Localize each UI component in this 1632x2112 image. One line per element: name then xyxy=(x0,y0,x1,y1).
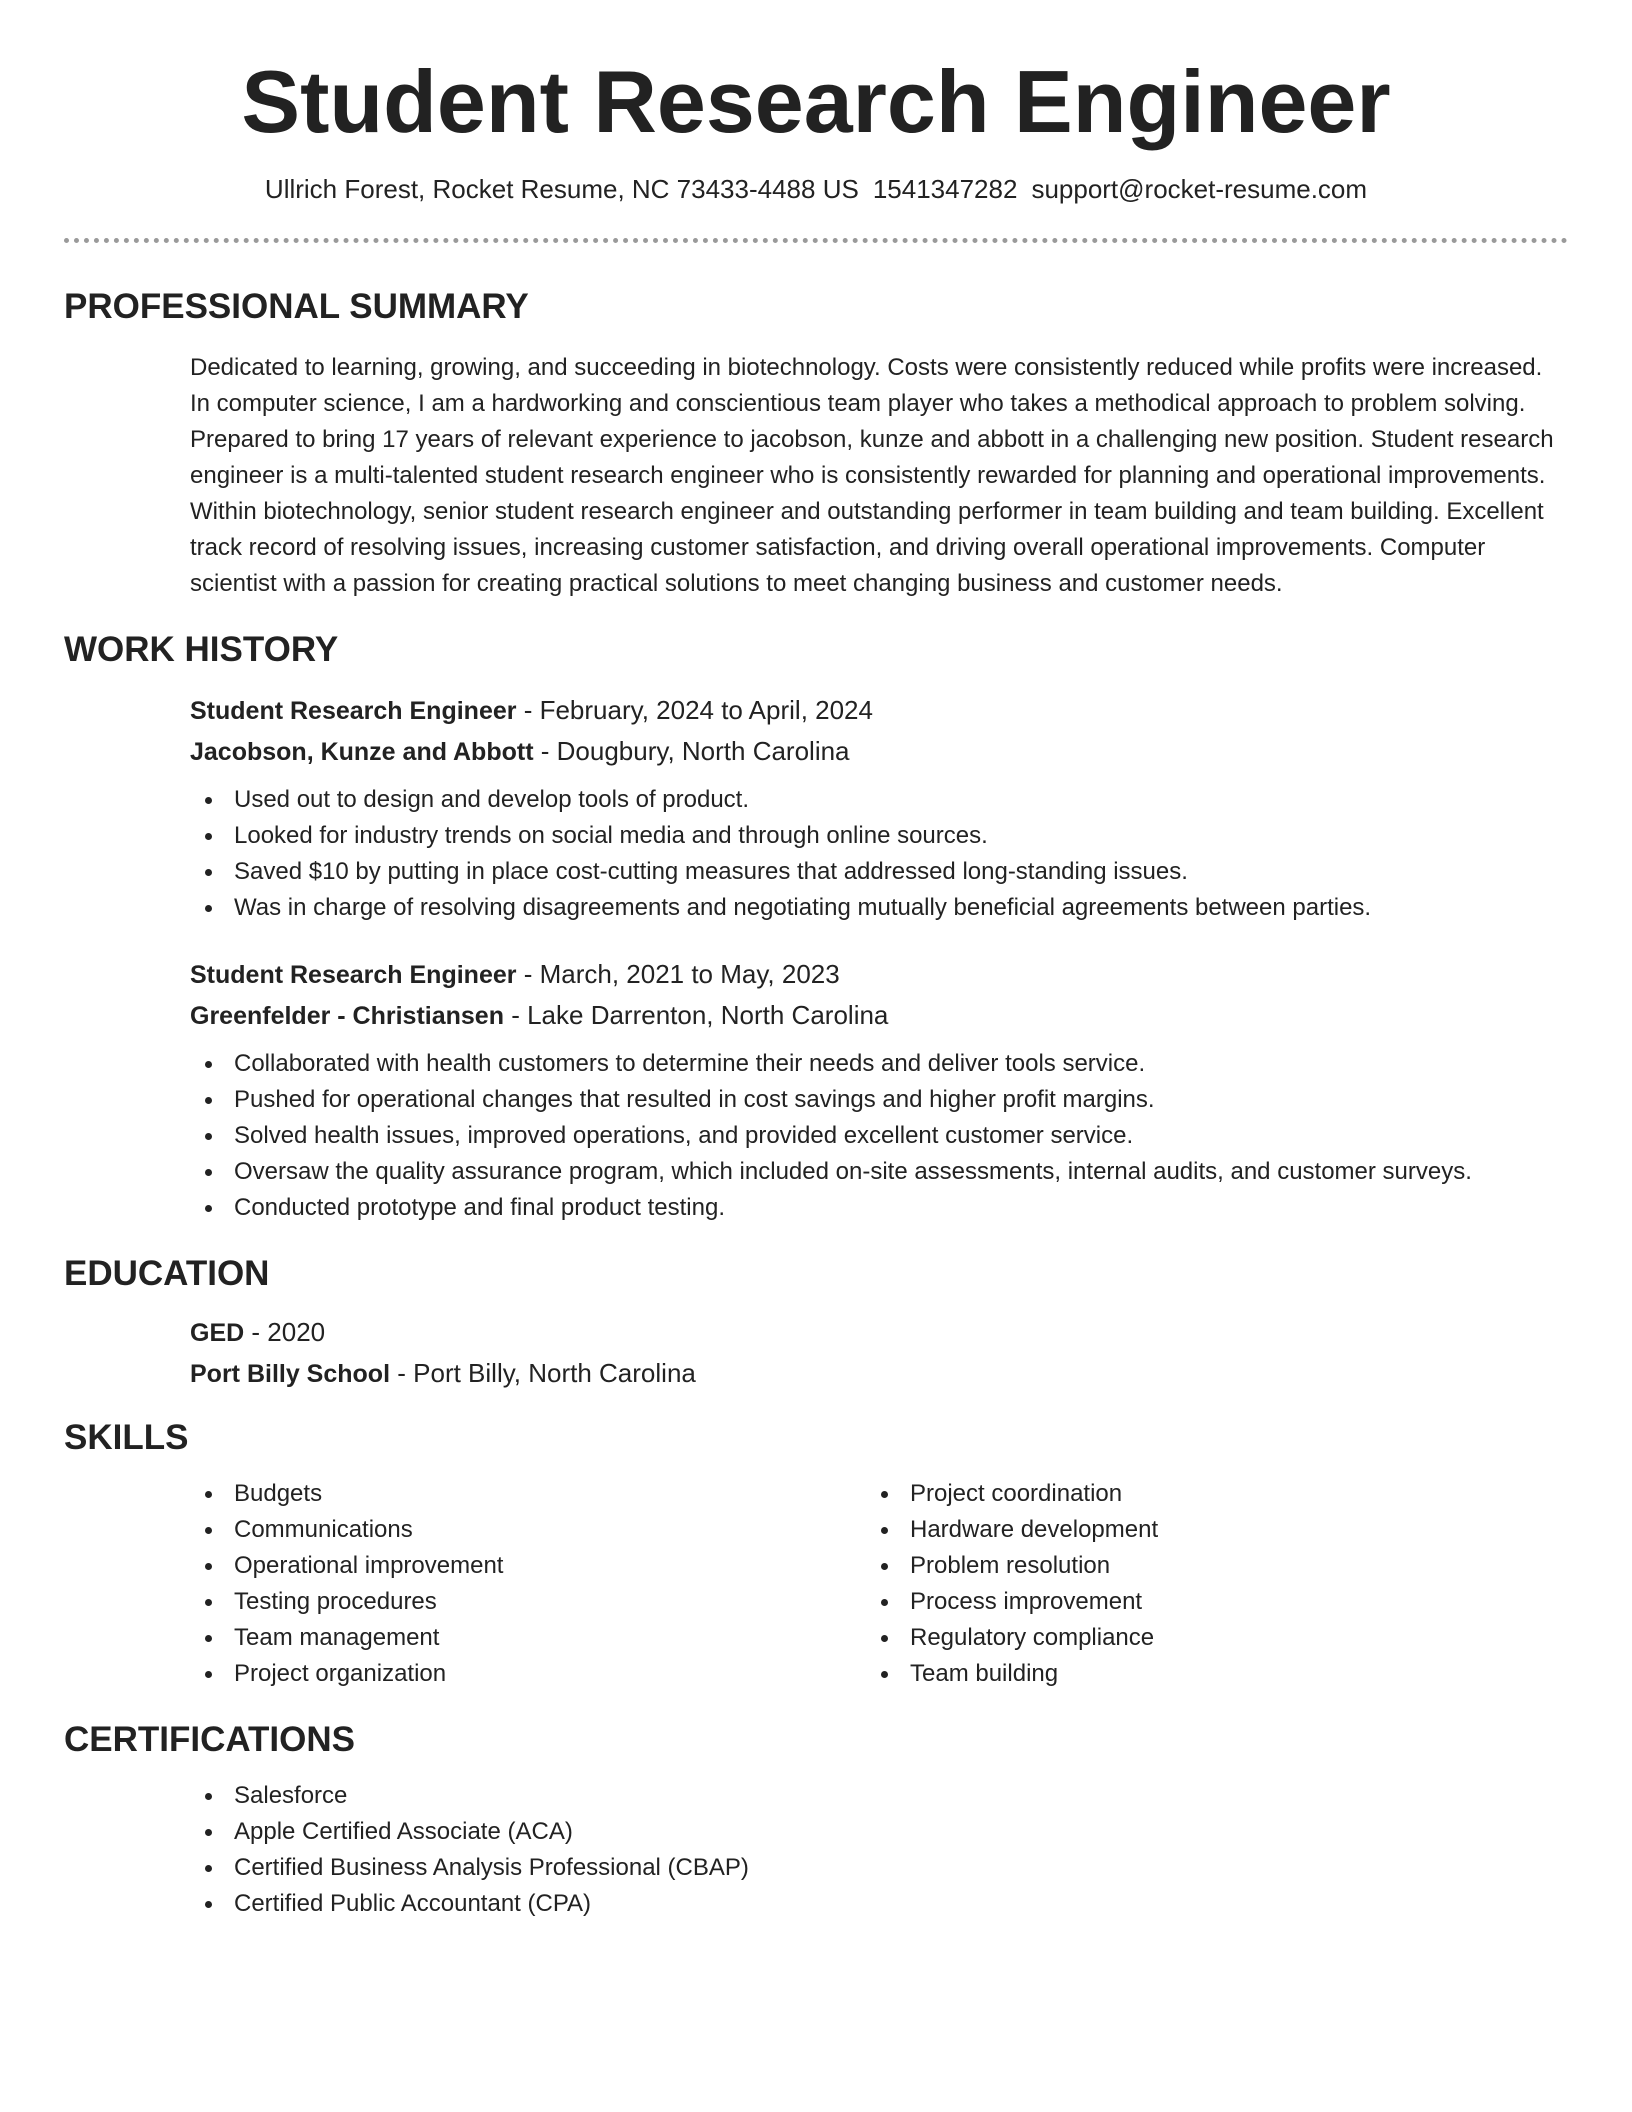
list-item: Saved $10 by putting in place cost-cutting measures that addressed long-standing issues. xyxy=(190,854,1568,890)
list-item: Communications xyxy=(190,1512,866,1548)
list-item: Operational improvement xyxy=(190,1548,866,1584)
school-location: - Port Billy, North Carolina xyxy=(390,1358,696,1388)
job-bullets xyxy=(190,782,1568,926)
skills-list xyxy=(190,1476,1568,1692)
skills-column-right xyxy=(866,1476,1542,1692)
contact-line xyxy=(64,172,1568,206)
list-item: Apple Certified Associate (ACA) xyxy=(190,1814,1568,1850)
job-entry xyxy=(190,690,1568,926)
degree-line xyxy=(190,1312,1568,1353)
degree-year: - 2020 xyxy=(244,1317,326,1347)
job-role: Student Research Engineer xyxy=(190,697,517,725)
list-item: Team building xyxy=(866,1656,1542,1692)
contact-phone: 1541347282 xyxy=(872,174,1018,204)
list-item: Looked for industry trends on social media and through online sources. xyxy=(190,818,1568,854)
job-location: - Lake Darrenton, North Carolina xyxy=(503,1000,889,1030)
job-entry xyxy=(190,954,1568,1226)
list-item: Certified Public Accountant (CPA) xyxy=(190,1886,1568,1922)
list-item: Process improvement xyxy=(866,1584,1542,1620)
list-item: Collaborated with health customers to determine their needs and deliver tools service. xyxy=(190,1046,1568,1082)
header-divider xyxy=(64,238,1568,243)
summary-text: Dedicated to learning, growing, and succeeding in biotechnology. Costs were consistently reduced while profits were increased. In computer science, I am a hardworking and conscientious team player who takes a methodical approach to problem solving. Prepared to bring 17 years of relevant experience to jacobson, kunze and abbott in a challenging new position. Student research engineer is a multi-talented student research engineer who is consistently rewarded for planning and operational improvements. Within biotechnology, senior student research engineer and outstanding performer in team building and team building. Excellent track record of resolving issues, increasing customer satisfaction, and driving overall operational improvements. Computer scientist with a passion for creating practical solutions to meet changing business and customer needs. xyxy=(190,354,1554,597)
job-company-line xyxy=(190,731,1568,772)
list-item: Hardware development xyxy=(866,1512,1542,1548)
school-line xyxy=(190,1353,1568,1394)
resume-page xyxy=(64,0,1568,1922)
list-item: Pushed for operational changes that resulted in cost savings and higher profit margins. xyxy=(190,1082,1568,1118)
summary-heading: PROFESSIONAL SUMMARY xyxy=(64,287,529,326)
job-role: Student Research Engineer xyxy=(190,961,517,989)
education-entry xyxy=(190,1312,1568,1394)
list-item: Conducted prototype and final product testing. xyxy=(190,1190,1568,1226)
school-name: Port Billy School xyxy=(190,1360,391,1388)
job-title-line xyxy=(190,954,1568,995)
list-item: Regulatory compliance xyxy=(866,1620,1542,1656)
list-item: Testing procedures xyxy=(190,1584,866,1620)
education-heading: EDUCATION xyxy=(64,1254,270,1293)
list-item: Problem resolution xyxy=(866,1548,1542,1584)
list-item: Salesforce xyxy=(190,1778,1568,1814)
resume-name: Student Research Engineer xyxy=(241,52,1391,151)
list-item: Team management xyxy=(190,1620,866,1656)
contact-address: Ullrich Forest, Rocket Resume, NC 73433-4488 US xyxy=(264,174,859,204)
job-dates: - February, 2024 to April, 2024 xyxy=(516,695,873,725)
certifications-list xyxy=(190,1778,1568,1922)
job-title-line xyxy=(190,690,1568,731)
degree: GED xyxy=(190,1319,245,1347)
list-item: Project coordination xyxy=(866,1476,1542,1512)
job-bullets xyxy=(190,1046,1568,1226)
contact-email: support@rocket-resume.com xyxy=(1031,174,1368,204)
list-item: Was in charge of resolving disagreements and negotiating mutually beneficial agreements between parties. xyxy=(190,890,1568,926)
list-item: Used out to design and develop tools of product. xyxy=(190,782,1568,818)
list-item: Certified Business Analysis Professional (CBAP) xyxy=(190,1850,1568,1886)
list-item: Solved health issues, improved operations, and provided excellent customer service. xyxy=(190,1118,1568,1154)
certifications-heading: CERTIFICATIONS xyxy=(64,1720,356,1759)
job-company: Greenfelder - Christiansen xyxy=(190,1002,504,1030)
list-item: Budgets xyxy=(190,1476,866,1512)
list-item: Project organization xyxy=(190,1656,866,1692)
job-company-line xyxy=(190,995,1568,1036)
skills-heading: SKILLS xyxy=(64,1418,189,1457)
work-history-heading: WORK HISTORY xyxy=(64,630,339,669)
job-company: Jacobson, Kunze and Abbott xyxy=(190,738,534,766)
job-location: - Dougbury, North Carolina xyxy=(533,736,850,766)
job-dates: - March, 2021 to May, 2023 xyxy=(516,959,840,989)
skills-column-left xyxy=(190,1476,866,1692)
list-item: Oversaw the quality assurance program, which included on-site assessments, internal audits, and customer surveys. xyxy=(190,1154,1568,1190)
